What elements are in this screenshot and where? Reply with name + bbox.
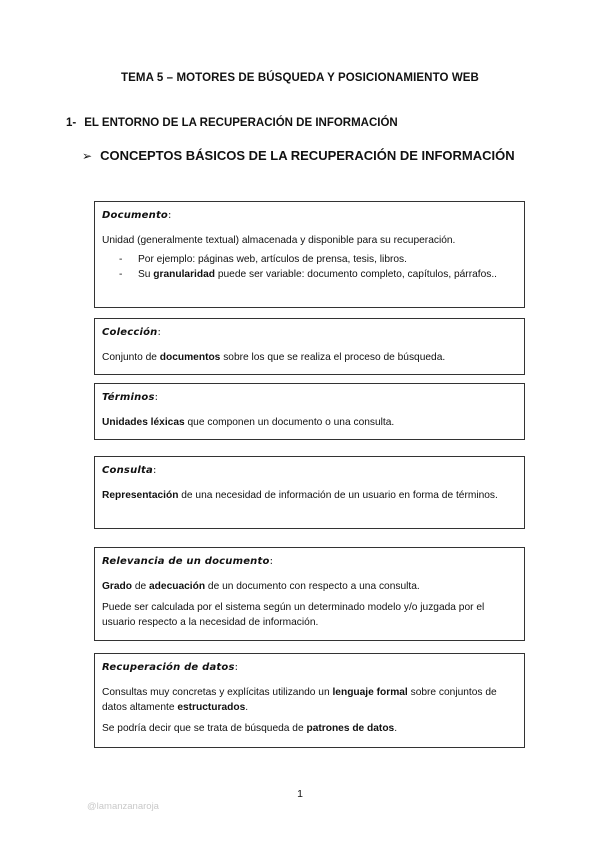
document-title: TEMA 5 – MOTORES DE BÚSQUEDA Y POSICIONAMIENTO WEB bbox=[121, 72, 479, 84]
definition-text: Conjunto de documentos sobre los que se realiza el proceso de búsqueda. bbox=[102, 352, 446, 363]
section-number: 1- bbox=[66, 117, 77, 129]
definition-text: Unidades léxicas que componen un documento o una consulta. bbox=[102, 417, 395, 428]
watermark: @lamanzanaroja bbox=[87, 801, 159, 812]
term-heading: Consulta: bbox=[102, 465, 157, 476]
definition-note: Se podría decir que se trata de búsqueda de patrones de datos. bbox=[102, 723, 398, 734]
definition-box-consulta bbox=[94, 456, 525, 529]
list-item: - Su granularidad puede ser variable: documento completo, capítulos, párrafos.. bbox=[119, 269, 498, 280]
term-heading: Términos: bbox=[102, 392, 159, 403]
term-heading: Documento: bbox=[102, 210, 172, 221]
term-heading: Colección: bbox=[102, 327, 162, 338]
definition-box-terminos bbox=[94, 383, 525, 440]
definition-box-documento bbox=[94, 201, 525, 308]
term-heading: Relevancia de un documento: bbox=[102, 556, 274, 567]
definition-box-recuperacion-datos bbox=[94, 653, 525, 748]
definition-text: Unidad (generalmente textual) almacenada y disponible para su recuperación. bbox=[102, 235, 456, 246]
definition-text: Grado de adecuación de un documento con respecto a una consulta. bbox=[102, 581, 420, 592]
example-list bbox=[102, 252, 517, 282]
definition-text: Representación de una necesidad de información de un usuario en forma de términos. bbox=[102, 490, 498, 501]
section-title: EL ENTORNO DE LA RECUPERACIÓN DE INFORMACIÓN bbox=[84, 117, 398, 129]
section-heading bbox=[66, 117, 398, 129]
subsection-heading bbox=[82, 148, 515, 163]
page-number: 1 bbox=[297, 788, 303, 800]
definition-box-coleccion bbox=[94, 318, 525, 375]
definition-box-relevancia bbox=[94, 547, 525, 641]
arrow-bullet-icon: ➢ bbox=[82, 149, 93, 163]
definition-note: Puede ser calculada por el sistema según un determinado modelo y/o juzgada por el usuario respecto a la necesidad de información. bbox=[102, 602, 485, 628]
list-item: - Por ejemplo: páginas web, artículos de prensa, tesis, libros. bbox=[119, 254, 407, 265]
definition-text: Consultas muy concretas y explícitas utilizando un lenguaje formal sobre conjuntos de datos altamente estructurados. bbox=[102, 687, 497, 713]
term-heading: Recuperación de datos: bbox=[102, 662, 239, 673]
subsection-title: CONCEPTOS BÁSICOS DE LA RECUPERACIÓN DE INFORMACIÓN bbox=[100, 148, 515, 163]
